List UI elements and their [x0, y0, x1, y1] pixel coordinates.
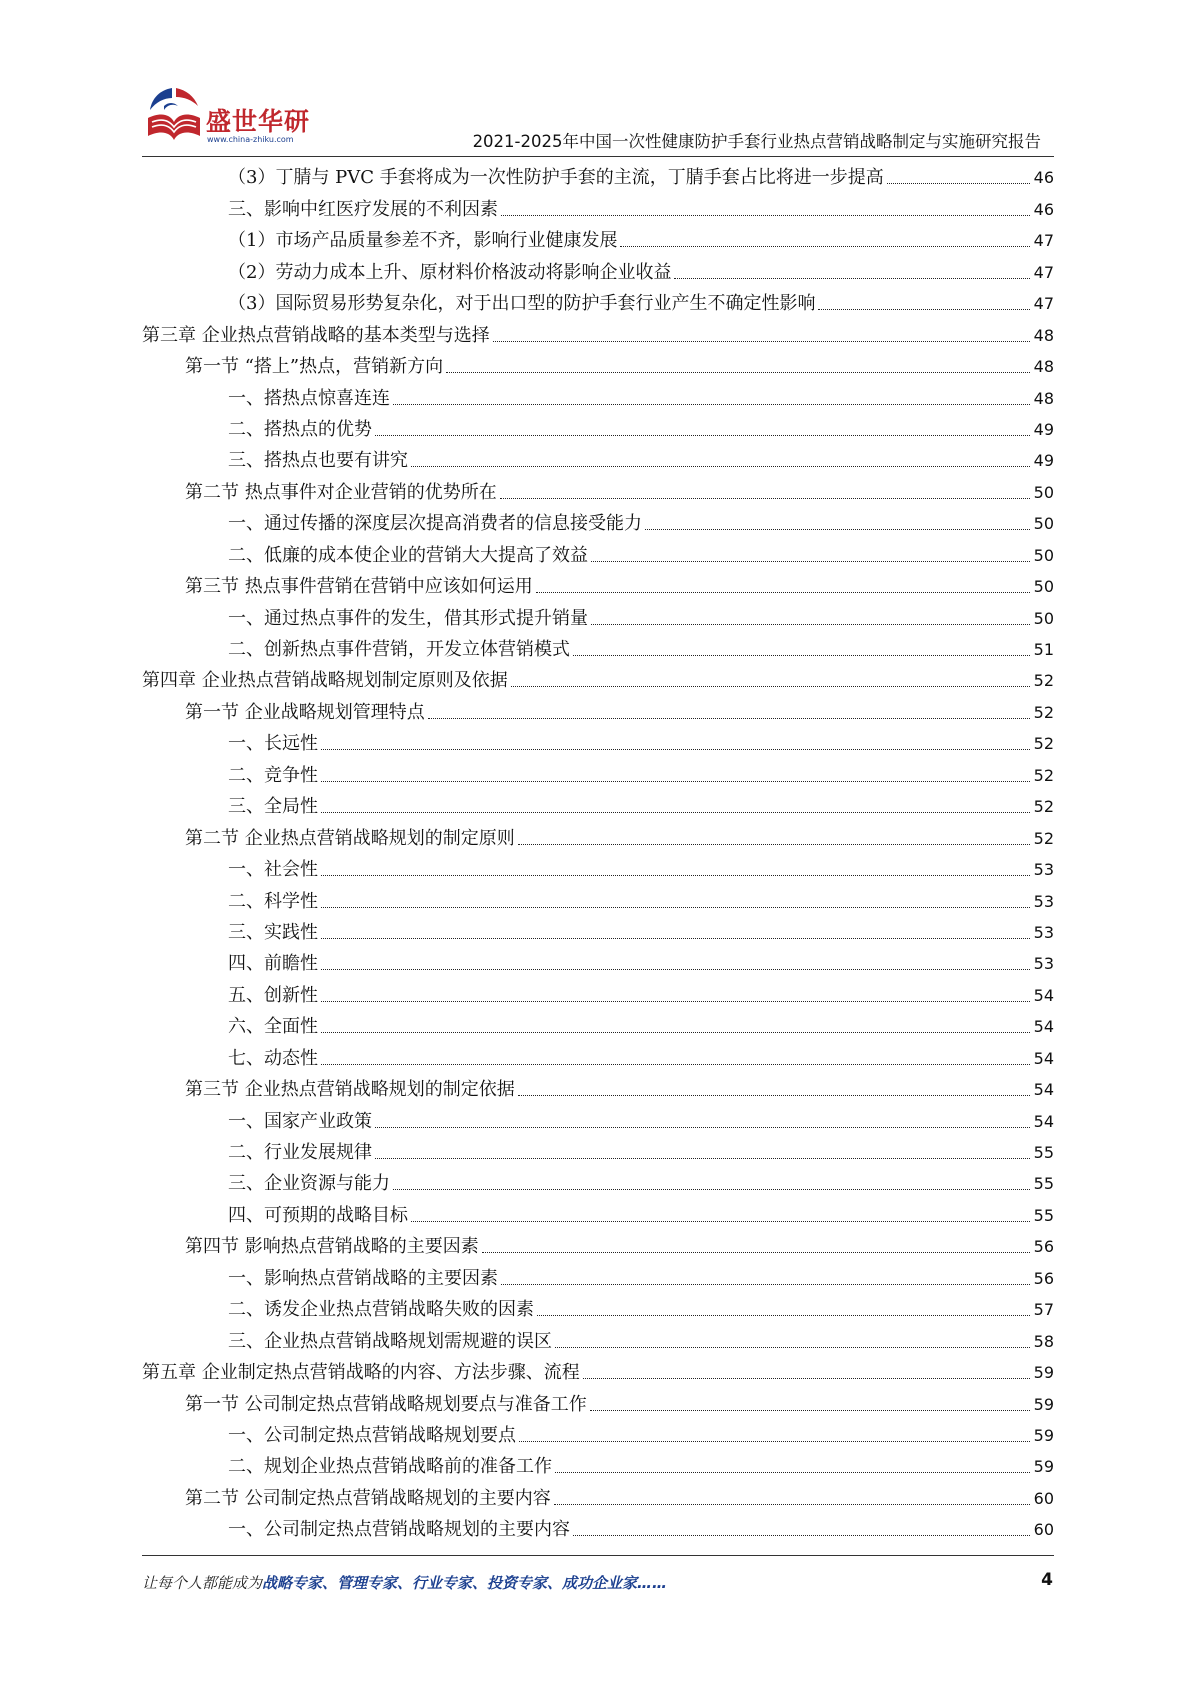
- toc-entry-title: 一、通过热点事件的发生，借其形式提升销量: [228, 607, 588, 629]
- toc-dot-leader: [555, 1472, 1030, 1473]
- toc-entry[interactable]: [142, 506, 1054, 537]
- toc-entry[interactable]: [142, 349, 1054, 380]
- toc-entry[interactable]: [142, 632, 1054, 663]
- toc-entry-title: 七、动态性: [228, 1047, 318, 1069]
- toc-dot-leader: [321, 969, 1030, 970]
- toc-entry[interactable]: [142, 663, 1054, 694]
- toc-entry-title: 一、搭热点惊喜连连: [228, 387, 390, 409]
- toc-entry-title: 一、影响热点营销战略的主要因素: [228, 1267, 498, 1289]
- toc-entry-page: 52: [1033, 671, 1054, 691]
- toc-dot-leader: [519, 1441, 1030, 1442]
- toc-entry[interactable]: [142, 317, 1054, 348]
- toc-entry-page: 51: [1033, 640, 1054, 659]
- toc-entry-page: 54: [1033, 1080, 1054, 1100]
- logo-book-icon: [142, 84, 206, 146]
- toc-entry[interactable]: [142, 1197, 1054, 1228]
- toc-dot-leader: [321, 875, 1030, 876]
- toc-entry[interactable]: [142, 1009, 1054, 1040]
- toc-dot-leader: [428, 718, 1030, 719]
- toc-dot-leader: [411, 466, 1030, 467]
- toc-entry-title: 五、创新性: [228, 984, 318, 1006]
- toc-entry-page: 55: [1033, 1205, 1054, 1225]
- header-divider: [142, 156, 1054, 157]
- toc-dot-leader: [674, 278, 1030, 279]
- toc-dot-leader: [620, 246, 1030, 247]
- toc-dot-leader: [321, 749, 1030, 750]
- toc-entry-page: 50: [1033, 608, 1054, 628]
- toc-entry-page: 52: [1033, 828, 1054, 848]
- table-of-contents: [142, 160, 1054, 1543]
- toc-entry-page: 59: [1033, 1425, 1054, 1445]
- toc-entry-title: 一、长远性: [228, 733, 318, 755]
- toc-entry-title: 二、创新热点事件营销，开发立体营销模式: [228, 639, 570, 660]
- toc-entry-title: （3）国际贸易形势复杂化，对于出口型的防护手套行业产生不确定性影响: [228, 293, 816, 315]
- toc-entry-title: 三、企业资源与能力: [228, 1173, 390, 1195]
- toc-dot-leader: [536, 592, 1030, 593]
- toc-entry[interactable]: [142, 883, 1054, 914]
- toc-dot-leader: [393, 404, 1030, 405]
- toc-entry-title: 一、国家产业政策: [228, 1110, 372, 1132]
- toc-entry-page: 60: [1033, 1520, 1054, 1540]
- toc-entry-page: 50: [1033, 545, 1054, 565]
- toc-entry-title: 第二节 公司制定热点营销战略规划的主要内容: [185, 1487, 551, 1509]
- toc-entry-page: 55: [1033, 1174, 1054, 1194]
- toc-entry-page: 53: [1033, 922, 1054, 942]
- toc-entry-page: 46: [1033, 168, 1054, 188]
- toc-entry[interactable]: [142, 1166, 1054, 1197]
- toc-entry-page: 54: [1033, 1017, 1054, 1037]
- toc-entry-title: 第三节 企业热点营销战略规划的制定依据: [185, 1079, 515, 1101]
- toc-entry-page: 52: [1033, 765, 1054, 785]
- toc-entry[interactable]: [142, 789, 1054, 820]
- toc-dot-leader: [375, 1127, 1030, 1128]
- toc-entry[interactable]: [142, 380, 1054, 411]
- toc-dot-leader: [501, 1284, 1030, 1285]
- toc-entry[interactable]: [142, 1292, 1054, 1323]
- toc-dot-leader: [537, 1315, 1030, 1316]
- toc-entry-title: 三、企业热点营销战略规划需规避的误区: [228, 1330, 552, 1352]
- toc-entry-title: 三、搭热点也要有讲究: [228, 450, 408, 472]
- slogan-highlight: 战略专家、管理专家、行业专家、投资专家、成功企业家……: [262, 1574, 668, 1592]
- logo-url: www.china-zhiku.com: [207, 135, 294, 144]
- toc-entry[interactable]: [142, 443, 1054, 474]
- toc-dot-leader: [446, 372, 1030, 373]
- toc-entry-title: 二、科学性: [228, 890, 318, 912]
- toc-entry-page: 48: [1033, 325, 1054, 345]
- toc-entry[interactable]: [142, 1103, 1054, 1134]
- toc-dot-leader: [321, 1064, 1030, 1065]
- toc-entry-page: 47: [1033, 231, 1054, 251]
- toc-entry-page: 50: [1033, 514, 1054, 534]
- toc-dot-leader: [511, 686, 1030, 687]
- toc-entry[interactable]: [142, 852, 1054, 883]
- toc-entry[interactable]: [142, 1040, 1054, 1071]
- toc-entry-page: 50: [1033, 482, 1054, 502]
- toc-entry-title: 二、规划企业热点营销战略前的准备工作: [228, 1456, 552, 1478]
- toc-dot-leader: [583, 1378, 1030, 1379]
- toc-entry[interactable]: [142, 537, 1054, 568]
- toc-entry[interactable]: [142, 1260, 1054, 1291]
- toc-dot-leader: [321, 1032, 1030, 1033]
- toc-entry-title: 四、前瞻性: [228, 953, 318, 975]
- toc-entry-title: 第一节 公司制定热点营销战略规划要点与准备工作: [185, 1393, 587, 1415]
- toc-entry-page: 50: [1033, 577, 1054, 597]
- toc-entry[interactable]: [142, 1229, 1054, 1260]
- toc-entry[interactable]: [142, 1386, 1054, 1417]
- toc-entry[interactable]: [142, 412, 1054, 443]
- toc-entry-page: 53: [1033, 891, 1054, 911]
- toc-entry[interactable]: [142, 1512, 1054, 1543]
- toc-entry-page: 56: [1033, 1237, 1054, 1257]
- toc-dot-leader: [321, 938, 1030, 939]
- toc-dot-leader: [590, 1410, 1030, 1411]
- toc-dot-leader: [321, 812, 1030, 813]
- toc-entry[interactable]: [142, 600, 1054, 631]
- toc-dot-leader: [482, 1252, 1030, 1253]
- toc-entry-page: 48: [1033, 388, 1054, 408]
- toc-dot-leader: [375, 1158, 1030, 1159]
- toc-entry[interactable]: [142, 757, 1054, 788]
- toc-dot-leader: [518, 1095, 1030, 1096]
- toc-dot-leader: [500, 498, 1030, 499]
- toc-entry-title: 第二节 热点事件对企业营销的优势所在: [185, 481, 497, 503]
- toc-entry-page: 53: [1033, 954, 1054, 974]
- toc-entry-title: （2）劳动力成本上升、原材料价格波动将影响企业收益: [228, 261, 672, 283]
- toc-entry[interactable]: [142, 1135, 1054, 1166]
- toc-entry-title: 三、全局性: [228, 796, 318, 818]
- toc-entry-page: 52: [1033, 734, 1054, 754]
- toc-entry[interactable]: [142, 726, 1054, 757]
- company-logo: [142, 84, 312, 150]
- toc-entry-title: 三、影响中红医疗发展的不利因素: [228, 198, 498, 220]
- toc-entry-title: 二、诱发企业热点营销战略失败的因素: [228, 1299, 534, 1321]
- toc-entry-title: 第一节 企业战略规划管理特点: [185, 701, 425, 723]
- toc-entry-title: 四、可预期的战略目标: [228, 1204, 408, 1226]
- toc-entry[interactable]: [142, 286, 1054, 317]
- footer-slogan: [142, 1572, 667, 1593]
- toc-entry-page: 57: [1033, 1300, 1054, 1320]
- toc-entry[interactable]: [142, 1480, 1054, 1511]
- toc-entry-title: 第三章 企业热点营销战略的基本类型与选择: [142, 324, 490, 346]
- toc-entry-title: 二、行业发展规律: [228, 1142, 372, 1163]
- page-header: [0, 0, 1191, 160]
- toc-entry-title: 二、搭热点的优势: [228, 418, 372, 440]
- toc-entry-title: 二、低廉的成本使企业的营销大大提高了效益: [228, 544, 588, 566]
- toc-dot-leader: [393, 1189, 1030, 1190]
- toc-dot-leader: [555, 1347, 1030, 1348]
- toc-entry[interactable]: [142, 191, 1054, 222]
- toc-entry-title: 三、实践性: [228, 921, 318, 943]
- toc-entry-page: 58: [1033, 1331, 1054, 1351]
- toc-entry-title: 一、公司制定热点营销战略规划要点: [228, 1424, 516, 1446]
- toc-entry-title: 一、公司制定热点营销战略规划的主要内容: [228, 1519, 570, 1541]
- toc-entry-page: 52: [1033, 797, 1054, 817]
- toc-entry[interactable]: [142, 569, 1054, 600]
- toc-entry-page: 53: [1033, 860, 1054, 880]
- toc-entry-page: 59: [1033, 1457, 1054, 1477]
- toc-dot-leader: [375, 435, 1030, 436]
- toc-entry-title: （1）市场产品质量参差不齐，影响行业健康发展: [228, 230, 618, 252]
- toc-dot-leader: [411, 1221, 1030, 1222]
- toc-dot-leader: [518, 844, 1030, 845]
- toc-entry[interactable]: [142, 1072, 1054, 1103]
- toc-entry[interactable]: [142, 946, 1054, 977]
- toc-entry[interactable]: [142, 820, 1054, 851]
- toc-entry-title: 一、社会性: [228, 859, 318, 881]
- toc-dot-leader: [645, 529, 1030, 530]
- toc-dot-leader: [321, 1001, 1030, 1002]
- toc-entry-page: 54: [1033, 985, 1054, 1005]
- toc-entry[interactable]: [142, 254, 1054, 285]
- toc-dot-leader: [591, 561, 1030, 562]
- toc-entry-page: 55: [1033, 1143, 1054, 1162]
- toc-entry-title: 一、通过传播的深度层次提高消费者的信息接受能力: [228, 513, 642, 535]
- toc-entry-page: 47: [1033, 294, 1054, 314]
- toc-entry-page: 54: [1033, 1048, 1054, 1068]
- toc-dot-leader: [493, 341, 1030, 342]
- report-title: 2021-2025年中国一次性健康防护手套行业热点营销战略制定与实施研究报告: [472, 132, 1041, 151]
- toc-entry-page: 49: [1033, 451, 1054, 471]
- toc-entry-title: 第四章 企业热点营销战略规划制定原则及依据: [142, 670, 508, 692]
- toc-entry[interactable]: [142, 694, 1054, 725]
- toc-dot-leader: [501, 215, 1030, 216]
- toc-entry-page: 59: [1033, 1363, 1054, 1383]
- toc-dot-leader: [573, 655, 1030, 656]
- toc-dot-leader: [321, 781, 1030, 782]
- toc-entry[interactable]: [142, 1323, 1054, 1354]
- toc-dot-leader: [887, 183, 1030, 184]
- toc-entry[interactable]: [142, 1418, 1054, 1449]
- page-number: 4: [1041, 1570, 1053, 1590]
- slogan-lead: 让每个人都能成为: [142, 1574, 263, 1592]
- toc-dot-leader: [591, 624, 1030, 625]
- toc-entry-title: 第二节 企业热点营销战略规划的制定原则: [185, 827, 515, 849]
- toc-entry-page: 49: [1033, 419, 1054, 439]
- toc-entry-page: 46: [1033, 199, 1054, 219]
- toc-entry-title: 第五章 企业制定热点营销战略的内容、方法步骤、流程: [142, 1362, 580, 1384]
- toc-entry-page: 59: [1033, 1394, 1054, 1414]
- toc-entry-page: 54: [1033, 1111, 1054, 1131]
- toc-entry[interactable]: [142, 977, 1054, 1008]
- toc-entry-title: （3）丁腈与 PVC 手套将成为一次性防护手套的主流，丁腈手套占比将进一步提高: [228, 167, 884, 189]
- toc-entry-title: 第三节 热点事件营销在营销中应该如何运用: [185, 576, 533, 598]
- toc-entry-title: 第四节 影响热点营销战略的主要因素: [185, 1236, 479, 1258]
- toc-entry[interactable]: [142, 1449, 1054, 1480]
- toc-dot-leader: [554, 1504, 1030, 1505]
- toc-entry-page: 56: [1033, 1268, 1054, 1288]
- toc-entry-title: 六、全面性: [228, 1016, 318, 1038]
- toc-entry-page: 47: [1033, 262, 1054, 282]
- toc-dot-leader: [573, 1535, 1030, 1536]
- toc-entry-page: 52: [1033, 702, 1054, 722]
- toc-entry[interactable]: [142, 474, 1054, 505]
- logo-name: 盛世华研: [206, 107, 311, 136]
- toc-entry[interactable]: [142, 915, 1054, 946]
- toc-entry[interactable]: [142, 223, 1054, 254]
- footer-divider: [142, 1555, 1054, 1556]
- toc-entry-page: 60: [1033, 1488, 1054, 1508]
- toc-entry-title: 第一节 “搭上”热点，营销新方向: [185, 356, 444, 378]
- toc-entry-title: 二、竞争性: [228, 764, 318, 786]
- toc-entry[interactable]: [142, 1355, 1054, 1386]
- toc-dot-leader: [321, 907, 1030, 908]
- toc-dot-leader: [818, 309, 1030, 310]
- toc-entry[interactable]: [142, 160, 1054, 191]
- toc-entry-page: 48: [1033, 357, 1054, 377]
